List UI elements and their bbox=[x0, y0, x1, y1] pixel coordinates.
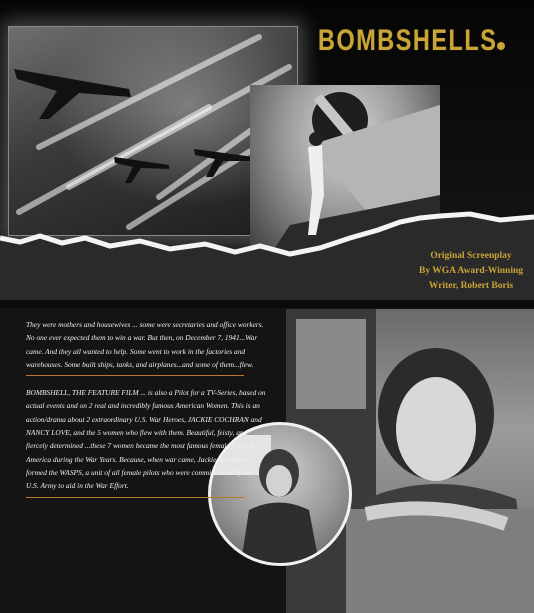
credit-line-3: Writer, Robert Boris bbox=[428, 281, 514, 291]
description-paragraph: BOMBSHELL, THE FEATURE FILM ... is also a Pilot for a TV-Series, based on actual events and on 2 real and incredibly famous American Women. This is an action/drama about 2 extraordinary U.S. War Heroes, JACKIE COCHRAN and NANCY LOVE, and the 5 women who flew with them. Beautiful, feisty, and fiercely determined ...these 7 women became the most famous female pilots in America during the War Years. Because, when war came, Jackie and Nancy formed the WASPS, a unit of all female pilots who were commissioned by the U.S. Army to aid in the War Effort. bbox=[26, 388, 266, 491]
divider-line-bottom bbox=[26, 497, 244, 498]
header-banner bbox=[0, 0, 534, 300]
intro-paragraph: They were mothers and housewives ... some were secretaries and office workers. No one ever expected them to win a war. But then, on December 7, 1941...War came. And they all wanted to help. Some went to work in the factories and warehouses. Some built ships, tanks, and airplanes...and some of them...flew. bbox=[26, 320, 264, 369]
screenplay-credits bbox=[412, 249, 530, 294]
divider-line bbox=[26, 375, 244, 376]
title-dot bbox=[497, 42, 505, 50]
credit-line-1: Original Screenplay bbox=[430, 251, 512, 261]
credit-line-2: By WGA Award-Winning bbox=[418, 266, 523, 276]
story-text-panel bbox=[26, 318, 266, 498]
page-title: BOMBSHELLS bbox=[318, 24, 498, 57]
